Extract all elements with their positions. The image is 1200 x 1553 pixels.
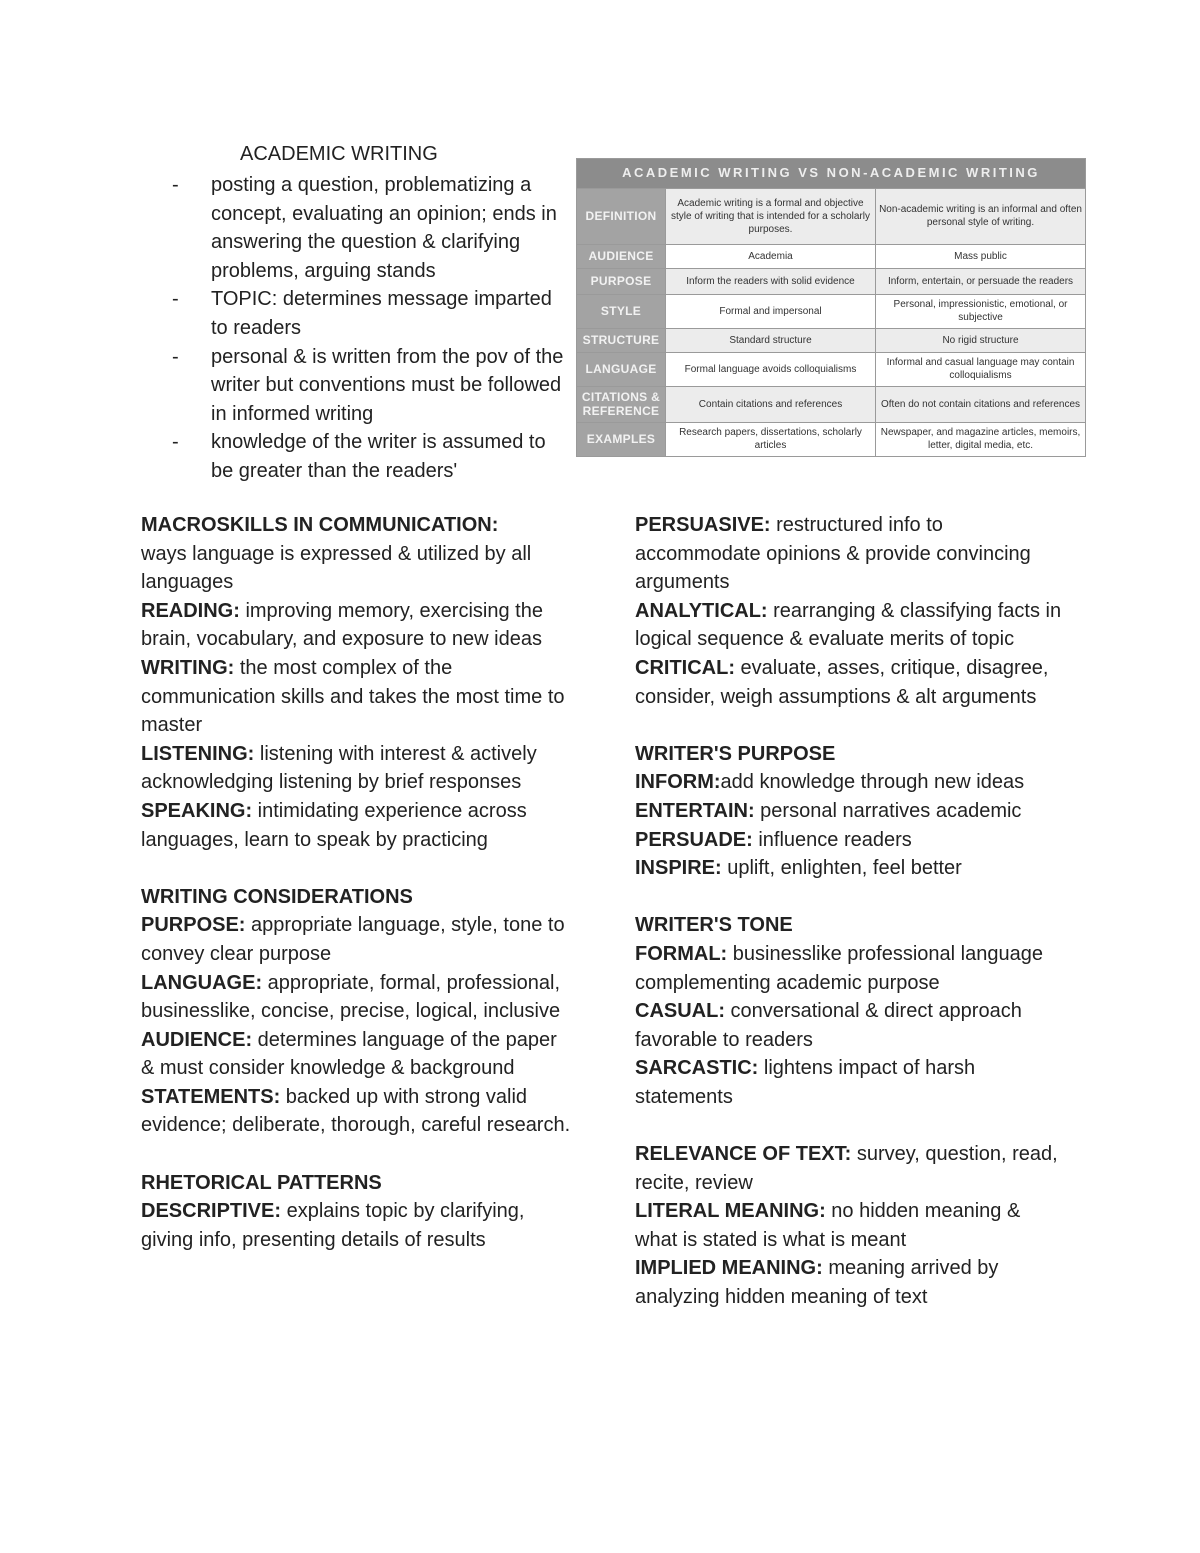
term-label: CASUAL: [635, 1000, 725, 1023]
term-label: DESCRIPTIVE: [141, 1200, 282, 1223]
term-text: evaluate, asses, critique, disagree, consider, weigh assumptions & alt arguments [635, 656, 1049, 708]
table-row [577, 188, 1086, 244]
term-label: CRITICAL: [635, 656, 735, 679]
row-label: LANGUAGE [577, 352, 666, 386]
academic-cell: Formal language avoids colloquialisms [666, 352, 876, 386]
audience-item [141, 1026, 573, 1083]
table-row [577, 386, 1086, 422]
inspire-item [635, 854, 1065, 883]
academic-cell: Formal and impersonal [666, 294, 876, 328]
term-label: LISTENING: [141, 742, 255, 765]
bullet-item: - TOPIC: determines message imparted to readers [172, 285, 564, 342]
term-text: uplift, enlighten, feel better [721, 857, 962, 880]
term-label: AUDIENCE: [141, 1028, 253, 1051]
term-label: READING: [141, 599, 240, 622]
casual-item [635, 997, 1065, 1054]
academic-cell: Academia [666, 244, 876, 268]
row-label: AUDIENCE [577, 244, 666, 268]
bullet-item: - knowledge of the writer is assumed to be greater than the readers' [172, 428, 564, 485]
non-academic-cell: Often do not contain citations and references [876, 386, 1086, 422]
comparison-table [576, 158, 1086, 457]
non-academic-cell: Informal and casual language may contain colloquialisms [876, 352, 1086, 386]
term-text: restructured info to accommodate opinions & provide convincing arguments [635, 514, 1031, 594]
term-text: intimidating experience across languages, learn to speak by practicing [141, 799, 527, 851]
academic-writing-title: ACADEMIC WRITING [240, 143, 438, 165]
term-text: businesslike professional language complementing academic purpose [635, 942, 1043, 994]
term-text: meaning arrived by analyzing hidden meaning of text [635, 1257, 999, 1309]
table-row [577, 294, 1086, 328]
academic-cell: Standard structure [666, 328, 876, 352]
entertain-item [635, 797, 1065, 826]
academic-cell: Contain citations and references [666, 386, 876, 422]
term-text: influence readers [752, 828, 912, 851]
row-label: STYLE [577, 294, 666, 328]
academic-cell: Research papers, dissertations, scholarly articles [666, 422, 876, 456]
non-academic-cell: Personal, impressionistic, emotional, or subjective [876, 294, 1086, 328]
academic-writing-bullets [172, 171, 564, 486]
term-text: add knowledge through new ideas [720, 771, 1025, 794]
term-text: rearranging & classifying facts in logical sequence & evaluate merits of topic [635, 599, 1062, 651]
persuasive-item [635, 511, 1065, 597]
term-text: survey, question, read, recite, review [635, 1143, 1058, 1194]
term-text: explains topic by clarifying, giving info, presenting details of results [141, 1200, 525, 1251]
section-heading: WRITING CONSIDERATIONS [141, 885, 413, 908]
statements-item [141, 1083, 573, 1140]
term-text: personal narratives academic [754, 799, 1022, 822]
term-text: improving memory, exercising the brain, vocabulary, and exposure to new ideas [141, 599, 543, 651]
row-label: PURPOSE [577, 268, 666, 294]
term-label: INSPIRE: [635, 857, 722, 880]
non-academic-cell: Inform, entertain, or persuade the readers [876, 268, 1086, 294]
right-column [635, 511, 1065, 1312]
bullet-item: - personal & is written from the pov of the writer but conventions must be followed in informed writing [172, 343, 564, 429]
purpose-item [141, 911, 573, 968]
term-text: appropriate, formal, professional, businesslike, concise, precise, logical, inclusive [141, 971, 561, 1023]
row-label: CITATIONS & REFERENCE [577, 386, 666, 422]
table-row [577, 268, 1086, 294]
term-text: no hidden meaning & what is stated is what is meant [635, 1200, 1021, 1251]
term-text: listening with interest & actively acknowledging listening by brief responses [141, 742, 537, 794]
non-academic-cell: Mass public [876, 244, 1086, 268]
macroskills-section [141, 511, 573, 597]
term-text: determines language of the paper & must consider knowledge & background [141, 1028, 557, 1080]
academic-cell: Inform the readers with solid evidence [666, 268, 876, 294]
term-label: PURPOSE: [141, 914, 246, 937]
term-text: conversational & direct approach favorable to readers [635, 1000, 1022, 1051]
term-label: PERSUADE: [635, 828, 753, 851]
row-label: STRUCTURE [577, 328, 666, 352]
academic-cell: Academic writing is a formal and objective style of writing that is intended for a scholarly purposes. [666, 188, 876, 244]
formal-item [635, 940, 1065, 997]
analytical-item [635, 597, 1065, 654]
term-text: ways language is expressed & utilized by all languages [141, 542, 532, 594]
critical-item [635, 654, 1065, 711]
left-column [141, 511, 573, 1254]
table-title: ACADEMIC WRITING VS NON-ACADEMIC WRITING [577, 159, 1086, 189]
writing-item [141, 654, 573, 740]
section-heading: WRITER'S TONE [635, 914, 793, 937]
non-academic-cell: No rigid structure [876, 328, 1086, 352]
inform-item [635, 768, 1065, 797]
language-item [141, 969, 573, 1026]
listening-item [141, 740, 573, 797]
term-text: lightens impact of harsh statements [635, 1057, 976, 1108]
term-label: IMPLIED MEANING: [635, 1257, 823, 1280]
term-label: SARCASTIC: [635, 1057, 759, 1080]
implied-item [635, 1254, 1065, 1311]
term-label: SPEAKING: [141, 799, 253, 822]
section-heading: RHETORICAL PATTERNS [141, 1171, 382, 1194]
term-label: WRITING: [141, 656, 235, 679]
non-academic-cell: Non-academic writing is an informal and often personal style of writing. [876, 188, 1086, 244]
reading-item [141, 597, 573, 654]
descriptive-item [141, 1197, 573, 1254]
table-row [577, 422, 1086, 456]
section-heading: WRITER'S PURPOSE [635, 742, 836, 765]
term-label: RELEVANCE OF TEXT: [635, 1143, 852, 1166]
sarcastic-item [635, 1054, 1065, 1111]
non-academic-cell: Newspaper, and magazine articles, memoirs, letter, digital media, etc. [876, 422, 1086, 456]
table-row [577, 352, 1086, 386]
term-label: PERSUASIVE: [635, 514, 771, 536]
term-text: appropriate language, style, tone to convey clear purpose [141, 914, 565, 965]
persuade-item [635, 826, 1065, 855]
term-label: LITERAL MEANING: [635, 1200, 826, 1223]
table-row [577, 328, 1086, 352]
term-label: ANALYTICAL: [635, 599, 768, 622]
row-label: DEFINITION [577, 188, 666, 244]
relevance-item [635, 1140, 1065, 1197]
bullet-item: - posting a question, problematizing a concept, evaluating an opinion; ends in answering the question & clarifying problems, arguing stands [172, 171, 564, 285]
term-label: INFORM: [635, 771, 721, 794]
literal-item [635, 1197, 1065, 1254]
term-label: ENTERTAIN: [635, 799, 755, 822]
term-label: FORMAL: [635, 942, 728, 965]
speaking-item [141, 797, 573, 854]
table-row [577, 244, 1086, 268]
term-label: MACROSKILLS IN COMMUNICATION: [141, 514, 499, 536]
row-label: EXAMPLES [577, 422, 666, 456]
term-text: backed up with strong valid evidence; deliberate, thorough, careful research. [141, 1085, 571, 1137]
term-text: the most complex of the communication skills and takes the most time to master [141, 656, 565, 737]
term-label: LANGUAGE: [141, 971, 263, 994]
term-label: STATEMENTS: [141, 1085, 281, 1108]
